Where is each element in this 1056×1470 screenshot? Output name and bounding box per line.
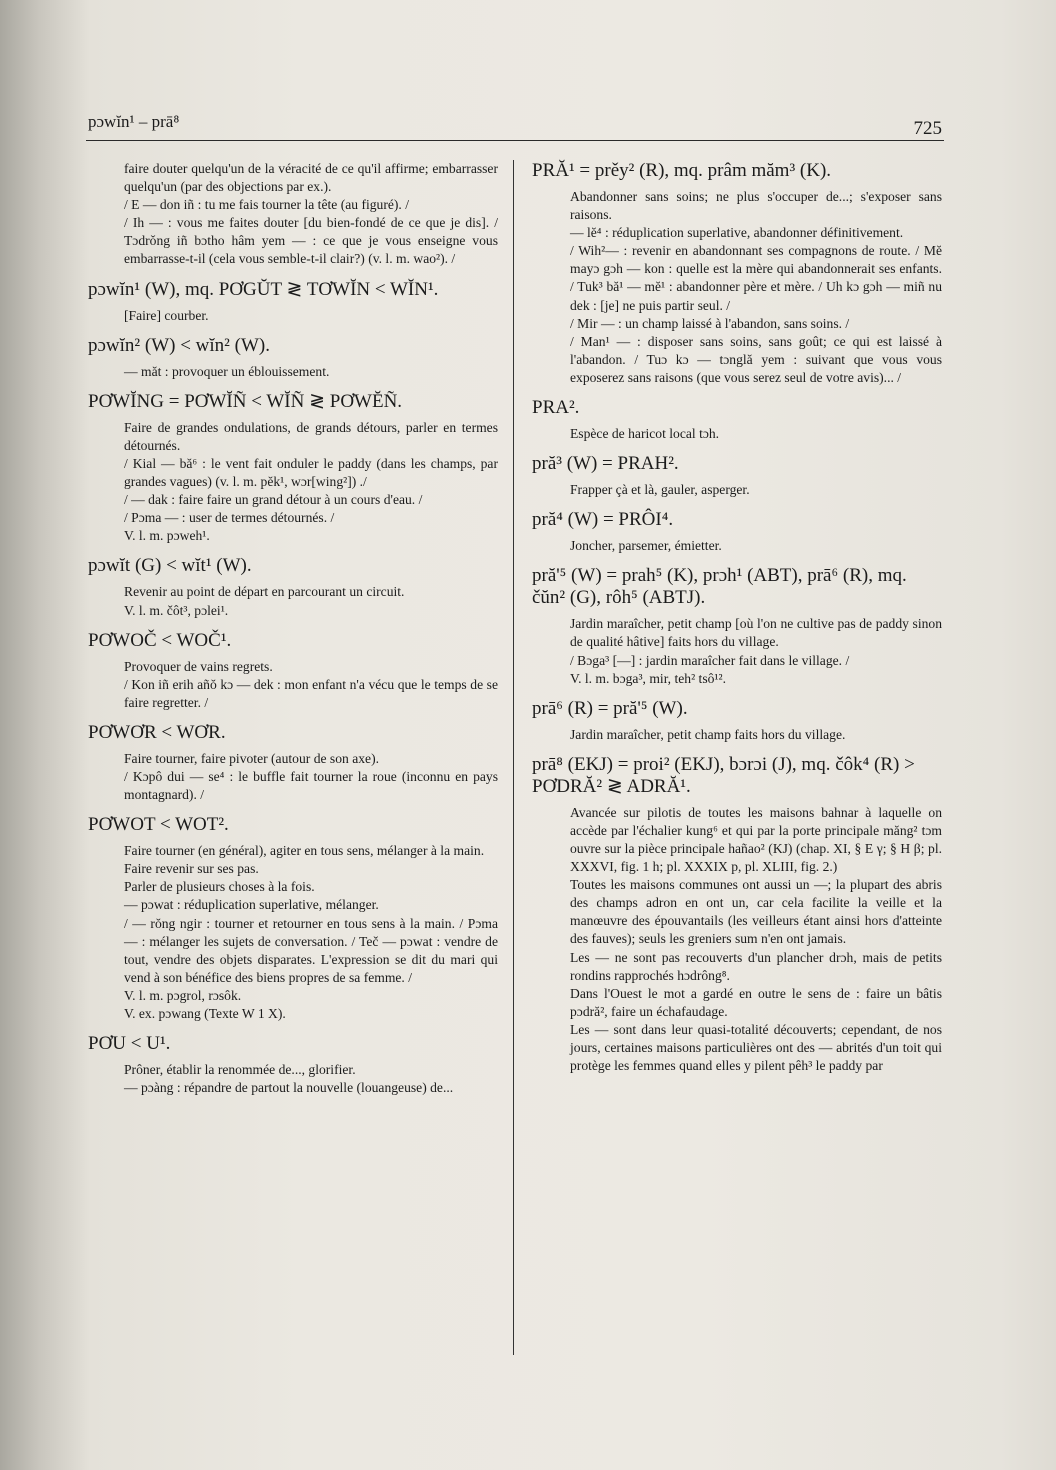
definition-line: Jardin maraîcher, petit champ faits hors du village. bbox=[570, 726, 846, 742]
dictionary-entry bbox=[532, 565, 942, 687]
example-line: / Kial — bă⁶ : le vent fait onduler le paddy (dans les champs, par grandes vagues) (v. l. m. pĕk¹, wɔr[wing²]) ./ bbox=[124, 455, 498, 490]
entry-headword: PƠWƠR < WƠR. bbox=[88, 721, 226, 743]
dictionary-entry bbox=[532, 754, 942, 1075]
header-lemmas: pɔwĭn¹ – prā⁸ bbox=[88, 112, 180, 131]
example-line: — pɔwat : réduplication superlative, mélanger. bbox=[124, 897, 379, 913]
right-column bbox=[532, 160, 942, 1085]
example-line: / Mir — : un champ laissé à l'abandon, sans soins. / bbox=[570, 315, 850, 331]
dictionary-entry bbox=[532, 397, 942, 443]
entry-headword: pră'⁵ (W) = prah⁵ (K), prɔh¹ (ABT), prā⁶ (R), mq. čŭn² (G), rôh⁵ (ABTJ). bbox=[532, 565, 907, 609]
cross-reference: V. l. m. pɔweh¹. bbox=[124, 528, 210, 544]
continuation-entry bbox=[88, 160, 498, 269]
example-line: / Kɔpô dui — se⁴ : le buffle fait tourner la roue (inconnu en pays montagnard). / bbox=[124, 768, 498, 803]
definition-line: Faire de grandes ondulations, de grands détours, parler en termes détournés. bbox=[124, 419, 498, 453]
definition-line: faire douter quelqu'un de la véracité de ce qu'il affirme; embarrasser quelqu'un (par des objections par ex.). bbox=[124, 161, 498, 195]
dictionary-entry bbox=[532, 453, 942, 499]
cross-reference: V. ex. pɔwang (Texte W 1 X). bbox=[124, 1006, 286, 1021]
dictionary-entry bbox=[88, 391, 498, 546]
definition-line: Abandonner sans soins; ne plus s'occuper de...; s'exposer sans raisons. bbox=[570, 189, 942, 223]
definition-line: Avancée sur pilotis de toutes les maisons bahnar à laquelle on accède par l'échalier kung⁶ et qui par la porte principale măng² tɔm ouvre sur la pièce principale hañao² (KJ) (chap. XI, § E γ; § H β; pl. XXXVI, fig. 1 h; pl. XXXIX p, pl. XLIII, fig. 2.) bbox=[570, 804, 942, 875]
entry-headword: PRA². bbox=[532, 397, 580, 419]
example-line: / — rŏng ngir : tourner et retourner en tous sens à la main. / Pɔma — : mélanger les sujets de conversation. / Teč — pɔwat : vendre de tout, vendre des objets disparates. L'expression se dit du mari qui vend à son bénéfice des biens propres de sa femme. / bbox=[124, 915, 498, 985]
definition-line: Frapper çà et là, gauler, asperger. bbox=[570, 482, 750, 498]
definition-line: Faire tourner, faire pivoter (autour de son axe). bbox=[124, 750, 379, 766]
definition-line: Toutes les maisons communes ont aussi un —; la plupart des abris des champs adron en ont un, car cela facilite la veille et la manœuvre des épouvantails (les veilleurs étant ainsi hors d'atteinte des fauves); seuls les greniers sum n'en ont jamais. bbox=[570, 877, 942, 947]
entry-headword: pɔwĭn² (W) < wĭn² (W). bbox=[88, 334, 270, 356]
definition-line: Faire revenir sur ses pas. bbox=[124, 861, 259, 877]
definition-line: Revenir au point de départ en parcourant un circuit. bbox=[124, 584, 405, 600]
entry-headword: pră⁴ (W) = PRÔI⁴. bbox=[532, 509, 674, 531]
entry-headword: PƠWOČ < WOČ¹. bbox=[88, 629, 232, 651]
entry-headword: PRĂ¹ = prěy² (R), mq. prâm măm³ (K). bbox=[532, 160, 832, 181]
example-line: / Man¹ — : disposer sans soins, sans goût; ce qui est laissé à l'abandon. / Tuɔ kɔ — tɔnglă yem : suivant que vous vous exposerez sans raisons (que vous serez seul de votre avis)... / bbox=[570, 333, 942, 385]
column-separator bbox=[513, 160, 514, 1355]
entry-headword: prā⁶ (R) = pră'⁵ (W). bbox=[532, 697, 688, 719]
definition-line: Les — sont dans leur quasi-totalité découverts; cependant, de nos jours, certaines maisons particulières ont des — abrités d'un toit qui protège les femmes quand elles y pilent pêh³ le paddy par bbox=[570, 1021, 942, 1074]
left-column bbox=[88, 160, 498, 1107]
example-line: / Kon iñ erih añŏ kɔ — dek : mon enfant n'a vécu que le temps de se faire regretter. / bbox=[124, 676, 498, 710]
header-rule bbox=[86, 140, 944, 141]
definition-line: — măt : provoquer un éblouissement. bbox=[124, 363, 330, 379]
dictionary-entry bbox=[88, 814, 498, 1023]
example-line: / Ih — : vous me faites douter [du bien-fondé de ce que je dis]. / Tɔdrǒng iñ bɔtho hâm yem — : ce que je vous enseigne vous embarrasse-t-il (cela vous semble-t-il clair?) (v. l. m. wao²). / bbox=[124, 215, 498, 267]
dictionary-entry bbox=[532, 509, 942, 555]
dictionary-entry bbox=[88, 1033, 498, 1097]
entry-headword: PƠWĬNG = PƠWĬÑ < WĬÑ ≷ PƠWĔÑ. bbox=[88, 390, 403, 412]
definition-line: — lĕ⁴ : réduplication superlative, abandonner définitivement. bbox=[570, 225, 904, 241]
definition-line: Provoquer de vains regrets. bbox=[124, 658, 273, 674]
definition-line: Prôner, établir la renommée de..., glorifier. bbox=[124, 1062, 356, 1078]
definition-line: Faire tourner (en général), agiter en tous sens, mélanger à la main. bbox=[124, 843, 485, 859]
entry-headword: pră³ (W) = PRAH². bbox=[532, 453, 679, 475]
cross-reference: V. l. m. bɔga³, mir, teh² tsô¹². bbox=[570, 670, 726, 686]
example-line: / Bɔga³ [—] : jardin maraîcher fait dans le village. / bbox=[570, 652, 850, 668]
entry-headword: PƠWOT < WOT². bbox=[88, 814, 229, 836]
page-number: 725 bbox=[913, 118, 942, 139]
definition-line: Parler de plusieurs choses à la fois. bbox=[124, 879, 315, 895]
entry-headword: pɔwĭt (G) < wĭt¹ (W). bbox=[88, 555, 252, 577]
dictionary-entry bbox=[532, 698, 942, 744]
definition-line: Dans l'Ouest le mot a gardé en outre le sens de : faire un bâtis pɔdră², faire un échafaudage. bbox=[570, 985, 942, 1019]
definition-line: Joncher, parsemer, émietter. bbox=[570, 538, 722, 554]
dictionary-entry bbox=[88, 555, 498, 619]
cross-reference: V. l. m. pɔgrol, rɔsôk. bbox=[124, 987, 242, 1003]
definition-line: Les — ne sont pas recouverts d'un plancher drɔh, mais de petits rondins rapprochés hɔdrông⁸. bbox=[570, 949, 942, 983]
entry-headword: prā⁸ (EKJ) = proi² (EKJ), bɔrɔi (J), mq. čôk⁴ (R) > PƠDRĂ² ≷ ADRĂ¹. bbox=[532, 753, 915, 797]
dictionary-entry bbox=[88, 335, 498, 381]
dictionary-entry bbox=[88, 630, 498, 712]
definition-line: [Faire] courber. bbox=[124, 307, 209, 323]
example-line: / Wih²— : revenir en abandonnant ses compagnons de route. / Mĕ mayɔ gɔh — kon : quelle est la mère qui abandonnerait ses enfants. / Tuk³ bă¹ — mĕ¹ : abandonner père et mère. / Uh kɔ gɔh — miñ nu dek : [je] ne puis partir seul. / bbox=[570, 243, 942, 313]
dictionary-entry bbox=[532, 160, 942, 387]
example-line: / E — don iñ : tu me fais tourner la tête (au figuré). / bbox=[124, 197, 410, 213]
example-line: / — dak : faire faire un grand détour à un cours d'eau. / bbox=[124, 492, 423, 508]
example-line: / Pɔma — : user de termes détournés. / bbox=[124, 510, 335, 526]
definition-line: Espèce de haricot local tɔh. bbox=[570, 426, 720, 442]
dictionary-entry bbox=[88, 722, 498, 804]
entry-headword: PƠU < U¹. bbox=[88, 1033, 171, 1055]
definition-line: Jardin maraîcher, petit champ [où l'on ne cultive pas de paddy sinon de qualité hâtive] faits hors du village. bbox=[570, 616, 942, 650]
entry-headword: pɔwĭn¹ (W), mq. PƠGŬT ≷ TƠWĬN < WĬN¹. bbox=[88, 278, 439, 300]
dictionary-entry bbox=[88, 279, 498, 325]
example-line: — pɔàng : répandre de partout la nouvelle (louangeuse) de... bbox=[124, 1080, 454, 1096]
cross-reference: V. l. m. čôt³, pɔlei¹. bbox=[124, 602, 229, 618]
